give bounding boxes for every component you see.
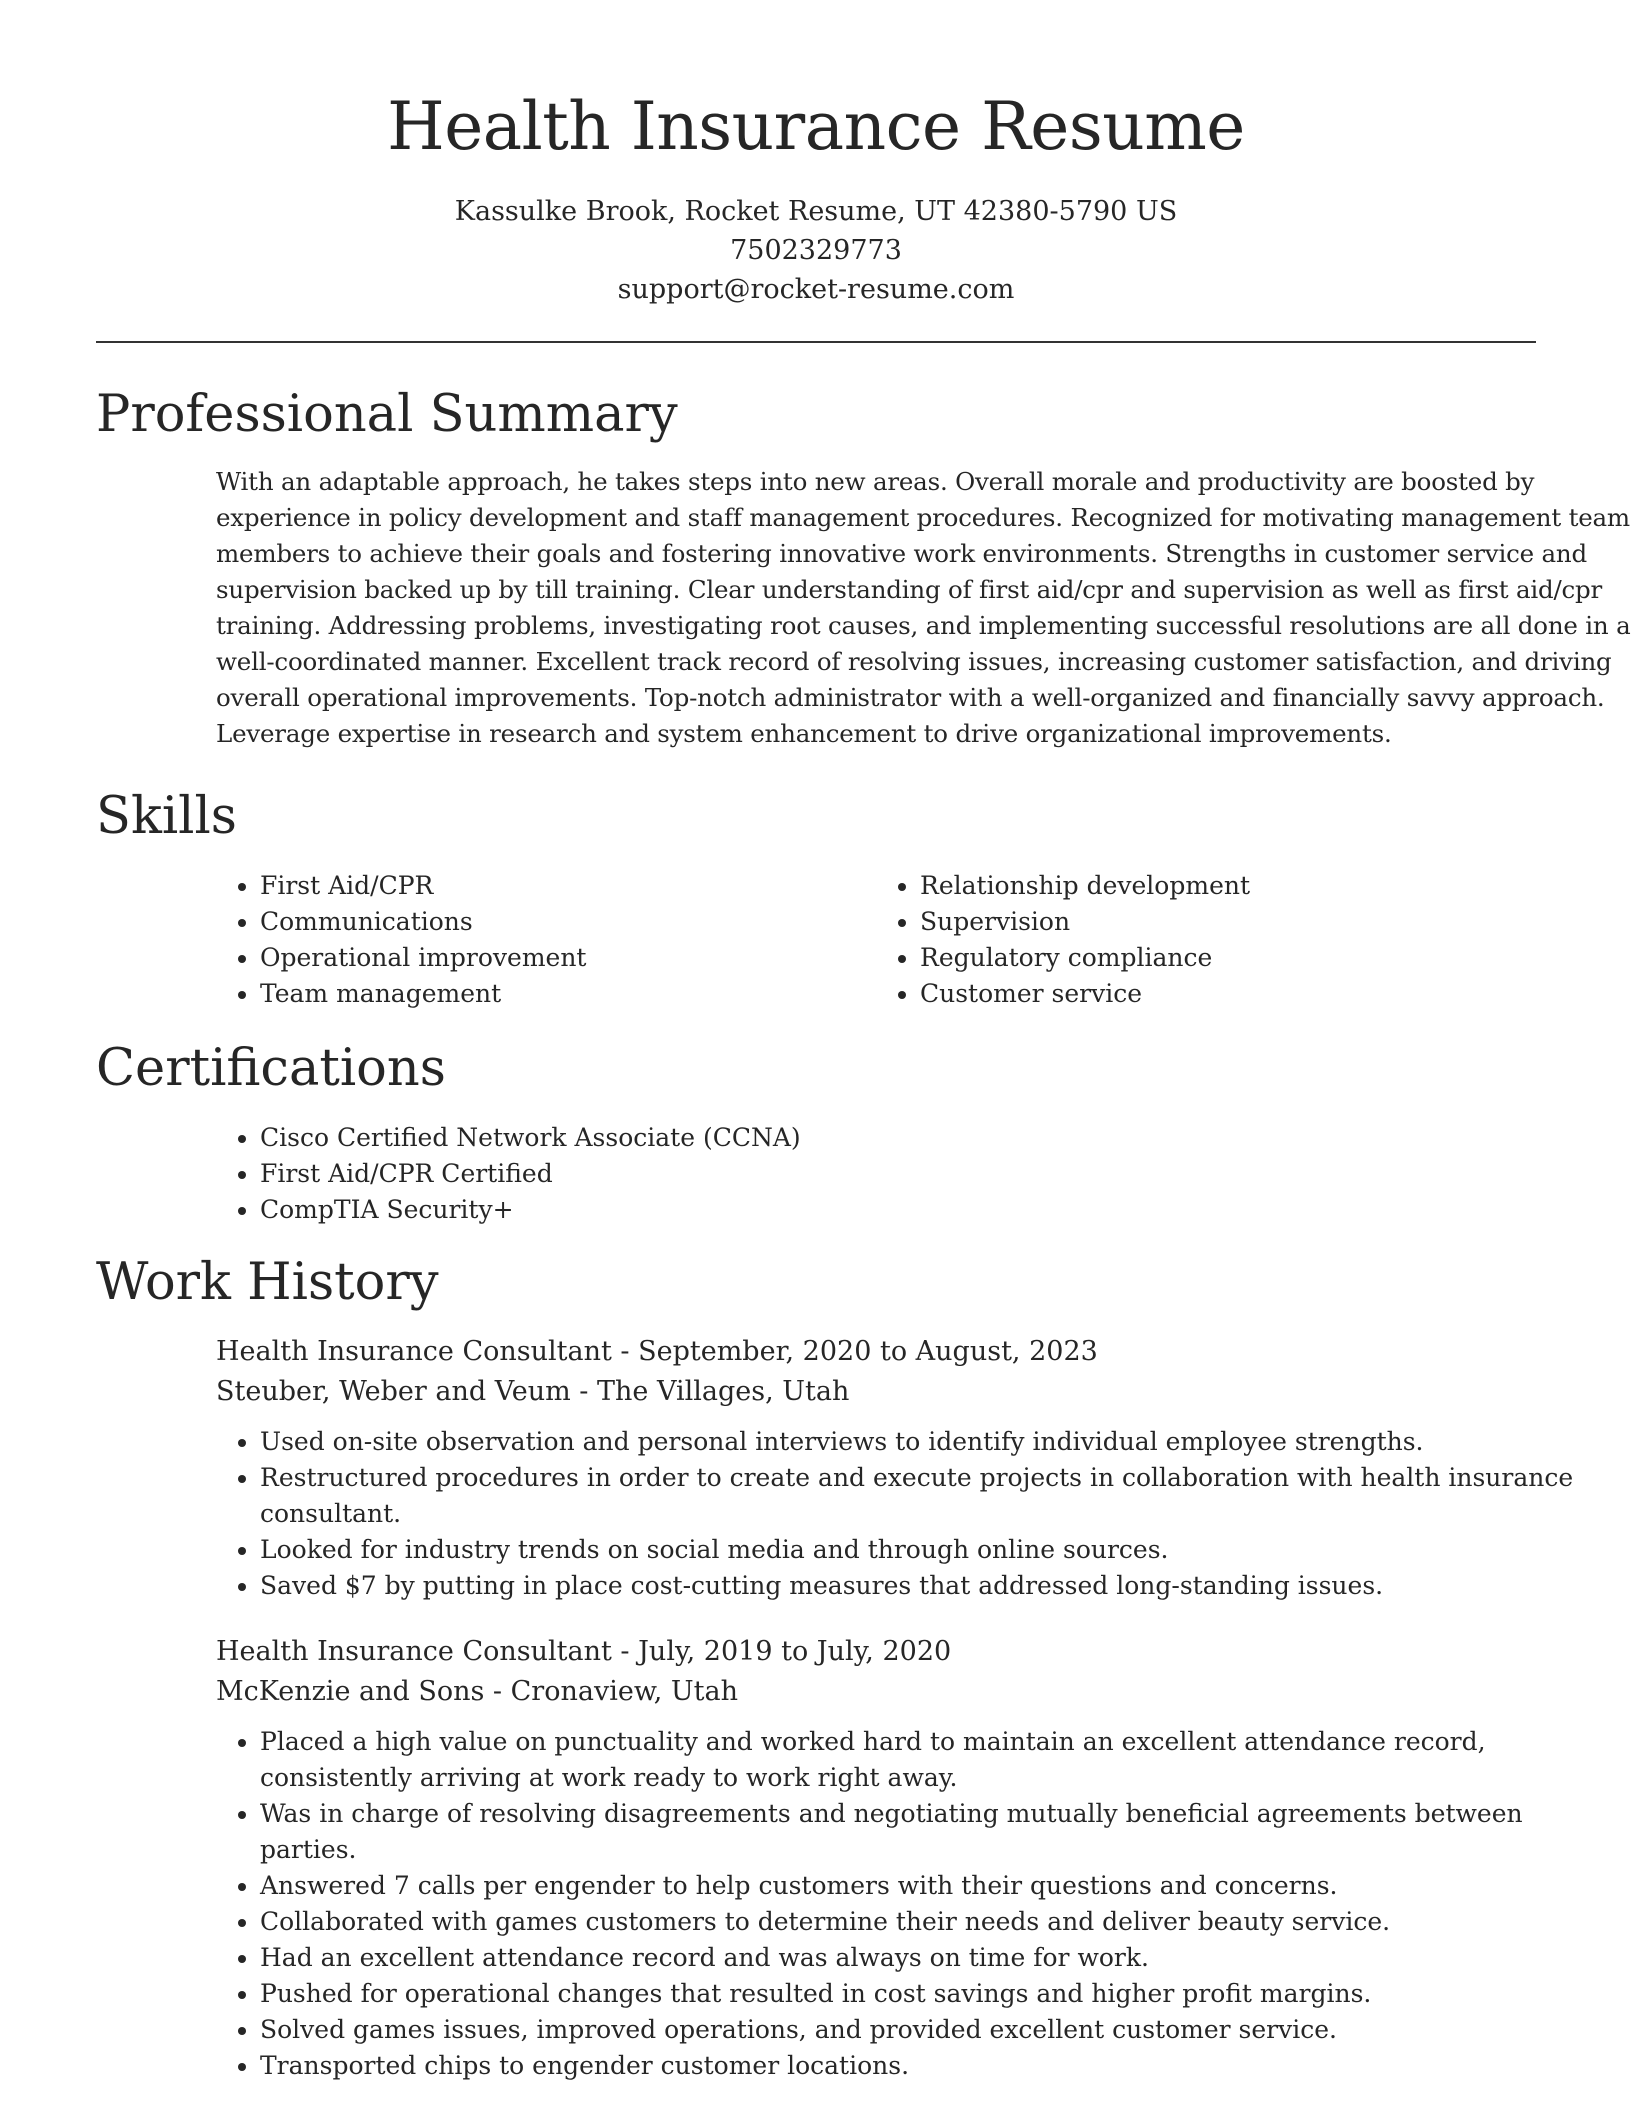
job-duty: • Used on-site observation and personal interviews to identify individual employee strengths. [260,1424,1580,1460]
job-duty: • Answered 7 calls per engender to help customers with their questions and concerns. [260,1868,1580,1904]
job-duty: • Had an excellent attendance record and was always on time for work. [260,1940,1580,1976]
certifications-heading: Certifications [96,1039,446,1098]
resume-title: Health Insurance Resume [387,88,1245,165]
job-duties-list [216,1724,1580,2084]
job-duty: • Collaborated with games customers to determine their needs and deliver beauty service. [260,1904,1580,1940]
skills-grid [216,868,1536,1012]
job-duty: • Placed a high value on punctuality and worked hard to maintain an excellent attendance record, consistently arriving at work ready to work right away. [260,1724,1580,1796]
contact-address: Kassulke Brook, Rocket Resume, UT 42380-5790 US [454,196,1178,227]
summary-heading: Professional Summary [96,385,678,444]
contact-email: support@rocket-resume.com [617,274,1015,305]
header-divider [96,341,1536,343]
certification-item: • First Aid/CPR Certified [260,1156,1536,1192]
skills-right-column [876,868,1536,1012]
job-company-location: Steuber, Weber and Veum - The Villages, Utah [216,1376,850,1407]
certification-item: • CompTIA Security+ [260,1192,1536,1228]
work-history-heading: Work History [96,1253,439,1312]
job-duty: • Solved games issues, improved operations, and provided excellent customer service. [260,2012,1580,2048]
job-company-location: McKenzie and Sons - Cronaview, Utah [216,1676,738,1707]
job-duty: • Pushed for operational changes that resulted in cost savings and higher profit margins. [260,1976,1580,2012]
job-duty: • Was in charge of resolving disagreements and negotiating mutually beneficial agreements between parties. [260,1796,1580,1868]
contact-block [0,192,1632,309]
summary-text: With an adaptable approach, he takes steps into new areas. Overall morale and productivity are boosted by experience in policy development and staff management procedures. Recognized for motivating management team members to achieve their goals and fostering innovative work environments. Strengths in customer service and supervision backed up by till training. Clear understanding of first aid/cpr and supervision as well as first aid/cpr training. Addressing problems, investigating root causes, and implementing successful resolutions are all done in a well-coordinated manner. Excellent track record of resolving issues, increasing customer satisfaction, and driving overall operational improvements. Top-notch administrator with a well-organized and financially savvy approach. Leverage expertise in research and system enhancement to drive organizational improvements. [216,467,1631,748]
skill-item: • Team management [260,976,876,1012]
job-title-dates: Health Insurance Consultant - July, 2019 to July, 2020 [216,1636,952,1667]
certification-item: • Cisco Certified Network Associate (CCNA) [260,1120,1536,1156]
skill-item: • Regulatory compliance [920,940,1536,976]
skill-item: • Relationship development [920,868,1536,904]
skill-item: • Operational improvement [260,940,876,976]
skills-heading: Skills [96,787,237,846]
resume-body [96,376,1631,2112]
contact-phone: 7502329773 [730,235,902,266]
skill-item: • First Aid/CPR [260,868,876,904]
certifications-list [216,1120,1536,1228]
job-title-dates: Health Insurance Consultant - September, 2020 to August, 2023 [216,1336,1098,1367]
skill-item: • Communications [260,904,876,940]
job-duty: • Saved $7 by putting in place cost-cutting measures that addressed long-standing issues. [260,1568,1580,1604]
job-duties-list [216,1424,1580,1604]
job-duty: • Transported chips to engender customer locations. [260,2048,1580,2084]
job-entry [216,1332,1574,1604]
resume-header [0,0,1632,309]
job-entry [216,1632,1536,2084]
skill-item: • Customer service [920,976,1536,1012]
job-duty: • Restructured procedures in order to create and execute projects in collaboration with health insurance consultant. [260,1460,1580,1532]
skills-left-column [216,868,876,1012]
skill-item: • Supervision [920,904,1536,940]
job-duty: • Looked for industry trends on social media and through online sources. [260,1532,1580,1568]
